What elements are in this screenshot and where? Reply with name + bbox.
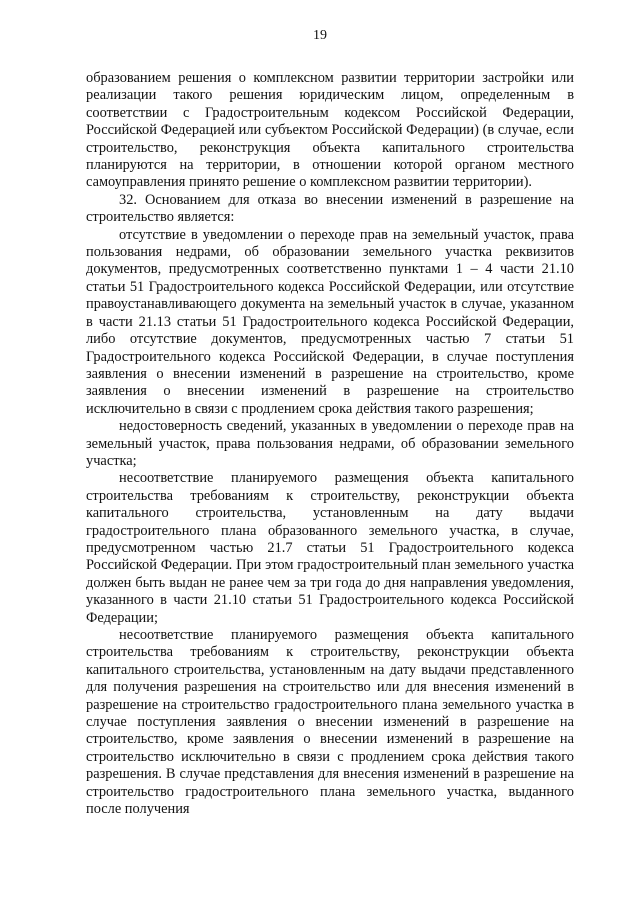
paragraph: образованием решения о комплексном развитии территории застройки или реализации такого решения юридическим лицом, определенным в соответствии с Градостроительным кодексом Российской Федерации, Российской Федерацией или субъектом Российской Федерации) (в случае, если строительство, реконструкция объекта капитального строительства планируются на территории, в отношении которой органом местного самоуправления принято решение о комплексном развитии территории). <box>86 70 574 191</box>
paragraph: отсутствие в уведомлении о переходе прав на земельный участок, права пользования недрами, об образовании земельного участка реквизитов документов, предусмотренных соответственно пунктами 1 – 4 части 21.10 статьи 51 Градостроительного кодекса Российской Федерации, или отсутствие правоустанавливающего документа на земельный участок в случае, указанном в части 21.13 статьи 51 Градостроительного кодекса Российской Федерации, либо отсутствие документов, предусмотренных частью 7 статьи 51 Градостроительного кодекса Российской Федерации, в случае поступления заявления о внесении изменений в разрешение на строительство, кроме заявления о внесении изменений в разрешение на строительство исключительно в связи с продлением срока действия такого разрешения; <box>86 226 574 417</box>
document-body <box>86 70 574 818</box>
paragraph: 32. Основанием для отказа во внесении изменений в разрешение на строительство является: <box>86 191 574 226</box>
page-number: 19 <box>313 28 327 43</box>
paragraph: несоответствие планируемого размещения объекта капитального строительства требованиям к строительству, реконструкции объекта капитального строительства, установленным на дату выдачи градостроительного плана образованного земельного участка, в случае, предусмотренном частью 21.7 статьи 51 Градостроительного кодекса Российской Федерации. При этом градостроительный план земельного участка должен быть выдан не ранее чем за три года до дня направления уведомления, указанного в части 21.10 статьи 51 Градостроительного кодекса Российской Федерации; <box>86 470 574 626</box>
paragraph: недостоверность сведений, указанных в уведомлении о переходе прав на земельный участок, права пользования недрами, об образовании земельного участка; <box>86 418 574 469</box>
paragraph: несоответствие планируемого размещения объекта капитального строительства требованиям к строительству, реконструкции объекта капитального строительства, установленным на дату выдачи представленного для получения разрешения на строительство или для внесения изменений в разрешение на строительство градостроительного плана земельного участка в случае поступления заявления о внесении изменений в разрешение на строительство, кроме заявления о внесении изменений в разрешение на строительство исключительно в связи с продлением срока действия такого разрешения. В случае представления для внесения изменений в разрешение на строительство градостроительного плана земельного участка, выданного после получения <box>86 627 574 818</box>
